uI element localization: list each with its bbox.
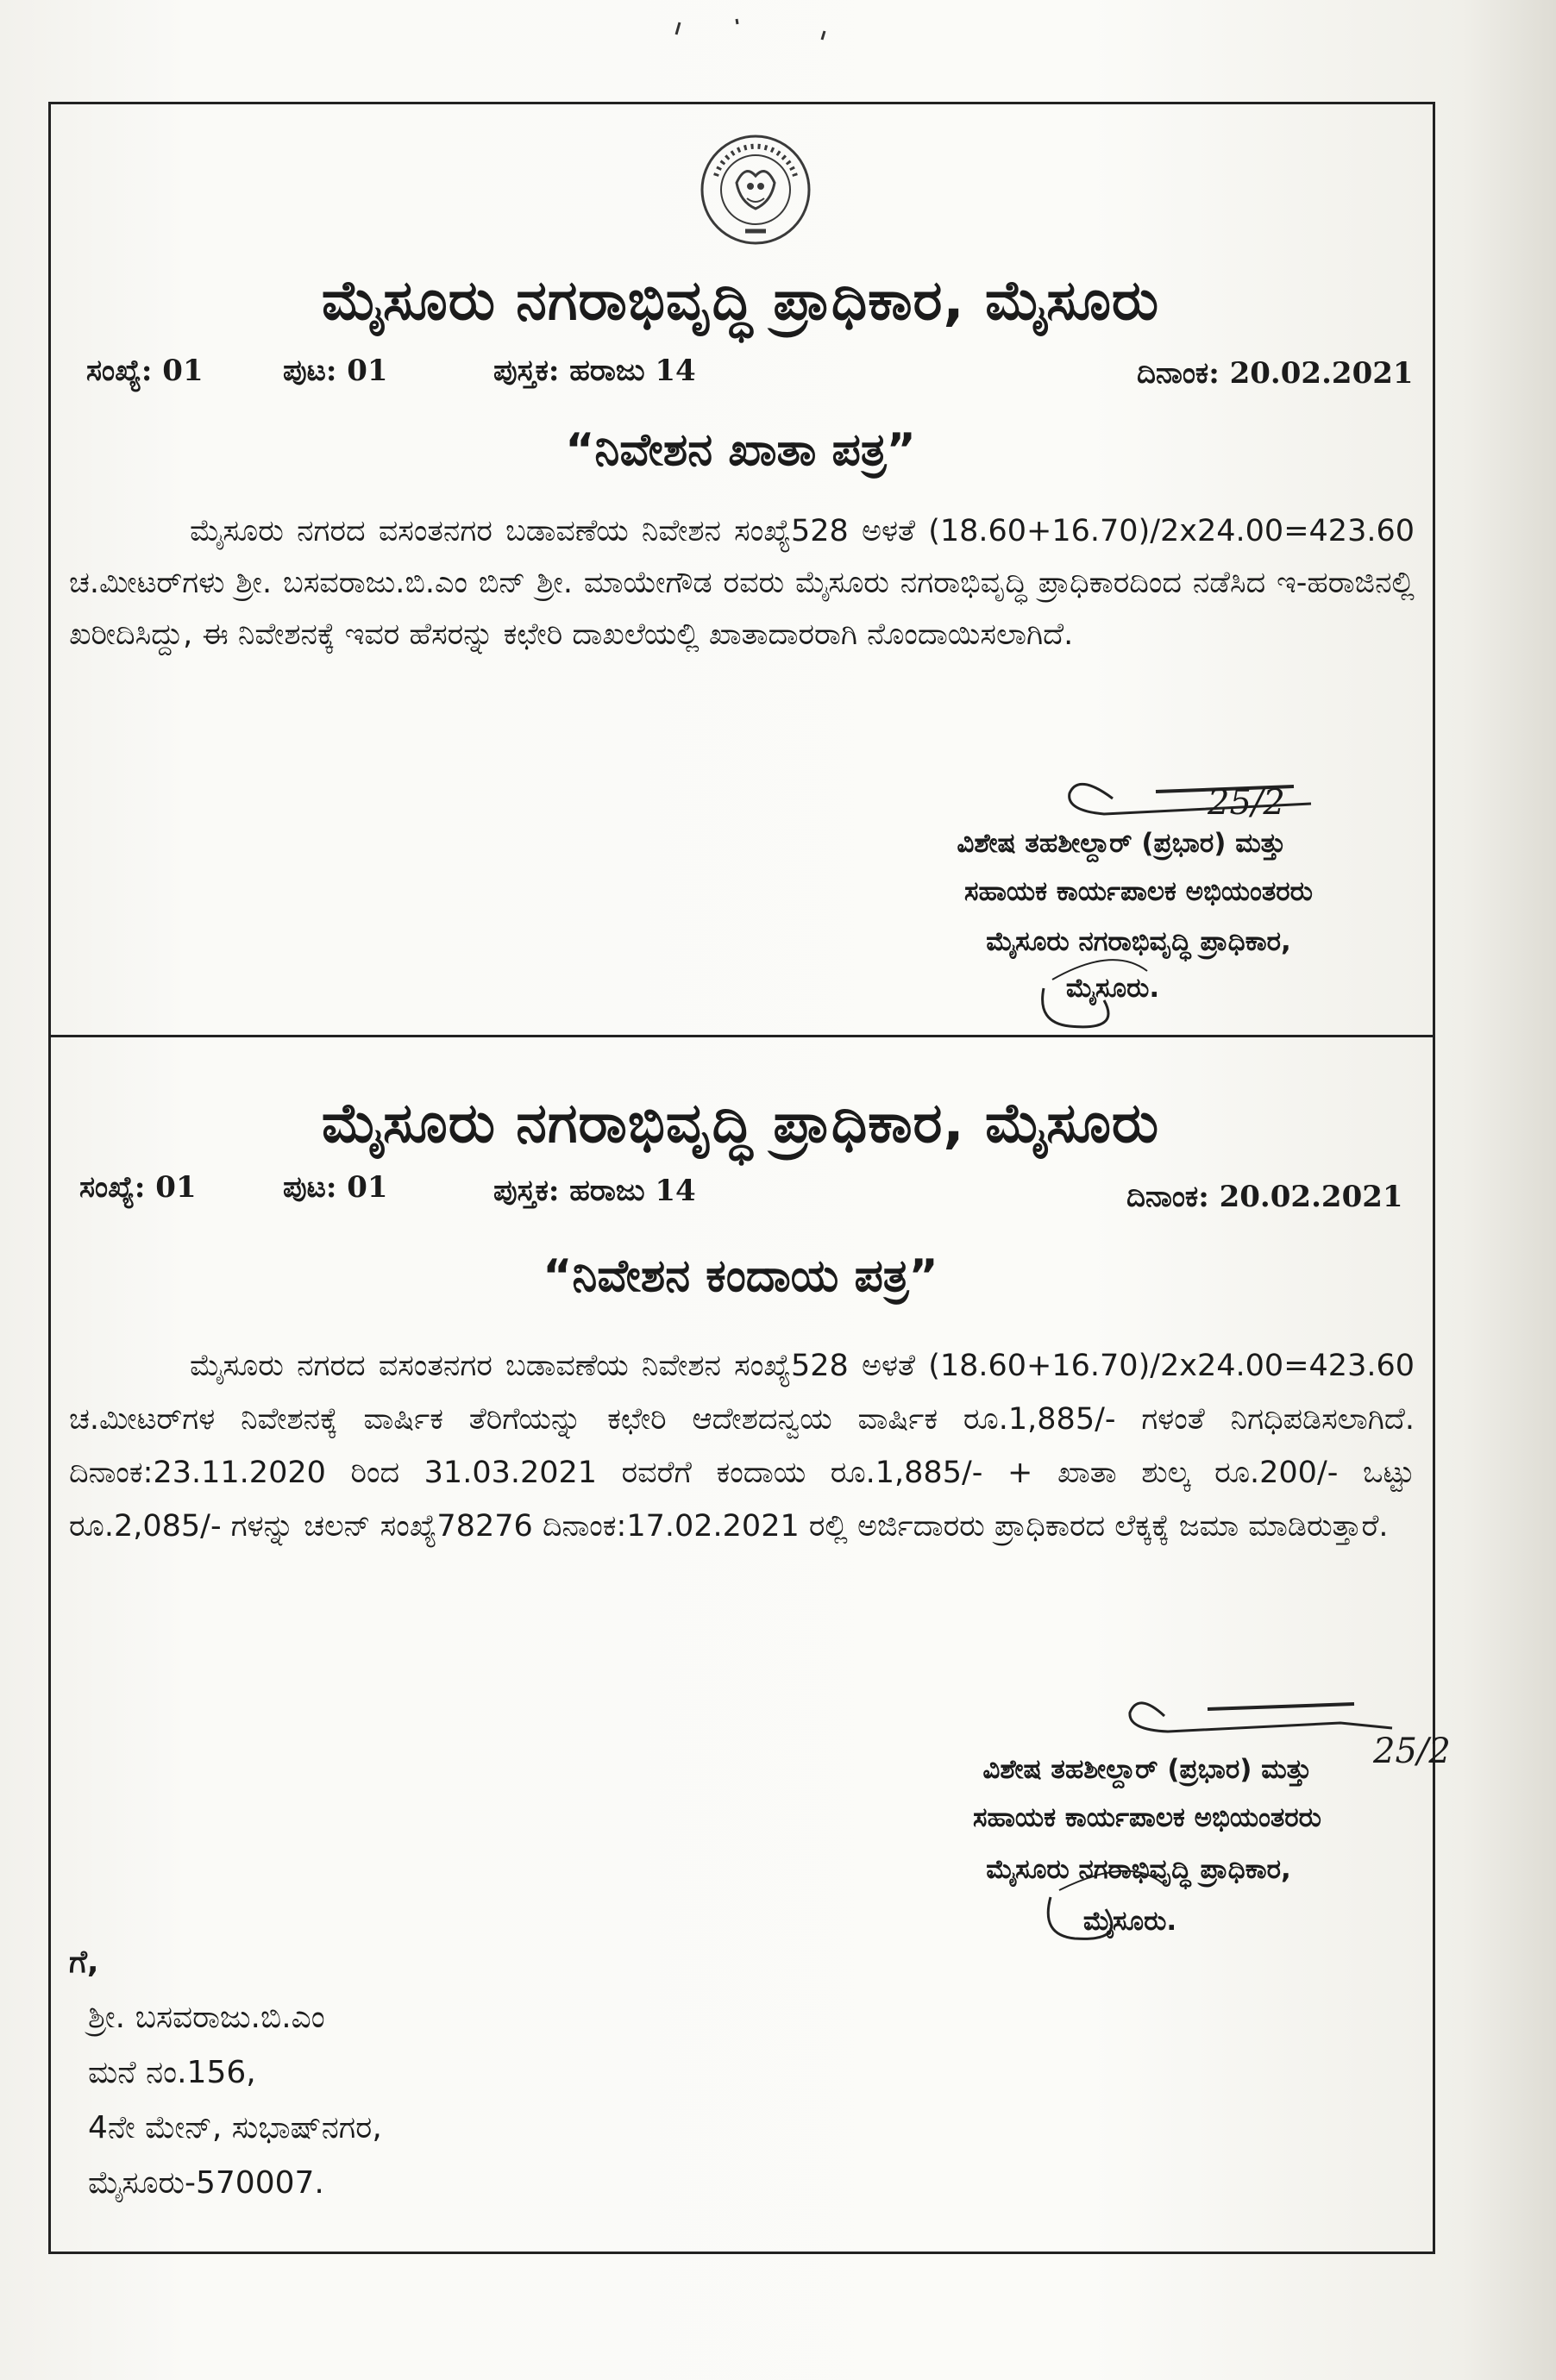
addressee-name: ಶ್ರೀ. ಬಸವರಾಜು.ಬಿ.ಎಂ bbox=[88, 2000, 325, 2035]
authority-seal-emblem bbox=[697, 131, 814, 248]
book-number: ಪುಸ್ತಕ: ಹರಾಜು 14 bbox=[493, 354, 696, 388]
signatory-designation: ವಿಶೇಷ ತಹಶೀಲ್ದಾರ್ (ಪ್ರಭಾರ) ಮತ್ತು bbox=[957, 828, 1286, 859]
signatory-designation-2: ಸಹಾಯಕ ಕಾರ್ಯಪಾಲಕ ಅಭಿಯಂತರರು bbox=[973, 1802, 1321, 1833]
stray-ink-marks bbox=[664, 12, 854, 47]
page-number: ಪುಟ: 01 bbox=[283, 1170, 388, 1205]
signature-date: 25/2 bbox=[1208, 783, 1285, 823]
document-body: ಮೈಸೂರು ನಗರದ ವಸಂತನಗರ ಬಡಾವಣೆಯ ನಿವೇಶನ ಸಂಖ್ಯೆ528 ಅಳತೆ (18.60+16.70)/2x24.00=423.60 ಚ.ಮೀಟರ್‌ಗಳು ಶ್ರೀ. ಬಸವರಾಜು.ಬಿ.ಎಂ ಬಿನ್ ಶ್ರೀ. ಮಾಯೇಗೌಡ ರವರು ಮೈಸೂರು ನಗರಾಭಿವೃದ್ಧಿ ಪ್ರಾಧಿಕಾರದಿಂದ ನಡೆಸಿದ ಇ-ಹರಾಜಿನಲ್ಲಿ ಖರೀದಿಸಿದ್ದು, ಈ ನಿವೇಶನಕ್ಕೆ ಇವರ ಹೆಸರನ್ನು ಕಛೇರಿ ದಾಖಲೆಯಲ್ಲಿ ಖಾತಾದಾರರಾಗಿ ನೊಂದಾಯಿಸಲಾಗಿದೆ. bbox=[69, 514, 1415, 652]
addressee-to-label: ಗೆ, bbox=[69, 1945, 99, 1980]
addressee-street: 4ನೇ ಮೇನ್, ಸುಭಾಷ್‌ನಗರ, bbox=[88, 2110, 382, 2145]
document-title: “ನಿವೇಶನ ಖಾತಾ ಪತ್ರ” bbox=[565, 424, 916, 476]
issue-date: ದಿನಾಂಕ: 20.02.2021 bbox=[1126, 1180, 1403, 1214]
page-number: ಪುಟ: 01 bbox=[283, 354, 388, 388]
addressee-city: ಮೈಸೂರು-570007. bbox=[88, 2165, 324, 2201]
reference-number: ಸಂಖ್ಯೆ: 01 bbox=[79, 1170, 197, 1205]
signatory-office: ಮೈಸೂರು ನಗರಾಭಿವೃದ್ಧಿ ಪ್ರಾಧಿಕಾರ, bbox=[986, 926, 1291, 957]
issue-date: ದಿನಾಂಕ: 20.02.2021 bbox=[1137, 356, 1414, 391]
reference-number: ಸಂಖ್ಯೆ: 01 bbox=[86, 354, 204, 388]
document-body: ಮೈಸೂರು ನಗರದ ವಸಂತನಗರ ಬಡಾವಣೆಯ ನಿವೇಶನ ಸಂಖ್ಯೆ528 ಅಳತೆ (18.60+16.70)/2x24.00=423.60 ಚ.ಮೀಟರ್‌ಗಳ ನಿವೇಶನಕ್ಕೆ ವಾರ್ಷಿಕ ತೆರಿಗೆಯನ್ನು ಕಛೇರಿ ಆದೇಶದನ್ವಯ ವಾರ್ಷಿಕ ರೂ.1,885/- ಗಳಂತೆ ನಿಗಧಿಪಡಿಸಲಾಗಿದೆ. ದಿನಾಂಕ:23.11.2020 ರಿಂದ 31.03.2021 ರವರೆಗೆ ಕಂದಾಯ ರೂ.1,885/- + ಖಾತಾ ಶುಲ್ಕ ರೂ.200/- ಒಟ್ಟು ರೂ.2,085/- ಗಳನ್ನು ಚಲನ್ ಸಂಖ್ಯೆ78276 ದಿನಾಂಕ:17.02.2021 ರಲ್ಲಿ ಅರ್ಜಿದಾರರು ಪ್ರಾಧಿಕಾರದ ಲೆಕ್ಕಕ್ಕೆ ಜಮಾ ಮಾಡಿರುತ್ತಾರೆ. bbox=[69, 1349, 1415, 1544]
addressee-house: ಮನೆ ನಂ.156, bbox=[88, 2055, 256, 2090]
signatory-city: ಮೈಸೂರು. bbox=[1065, 973, 1160, 1004]
signatory-office: ಮೈಸೂರು ನಗರಾಭಿವೃದ್ಧಿ ಪ್ರಾಧಿಕಾರ, bbox=[986, 1854, 1291, 1885]
signatory-designation-2: ಸಹಾಯಕ ಕಾರ್ಯಪಾಲಕ ಅಭಿಯಂತರರು bbox=[964, 876, 1313, 907]
document-title: “ನಿವೇಶನ ಕಂದಾಯ ಪತ್ರ” bbox=[543, 1250, 938, 1302]
book-number: ಪುಸ್ತಕ: ಹರಾಜು 14 bbox=[493, 1174, 696, 1208]
signature-date: 25/2 bbox=[1373, 1732, 1451, 1771]
authority-heading: ಮೈಸೂರು ನಗರಾಭಿವೃದ್ಧಿ ಪ್ರಾಧಿಕಾರ, ಮೈಸೂರು bbox=[321, 1092, 1160, 1156]
signatory-designation: ವಿಶೇಷ ತಹಶೀಲ್ದಾರ್ (ಪ್ರಭಾರ) ಮತ್ತು bbox=[982, 1754, 1312, 1785]
authority-heading: ಮೈಸೂರು ನಗರಾಭಿವೃದ್ಧಿ ಪ್ರಾಧಿಕಾರ, ಮೈಸೂರು bbox=[321, 269, 1160, 333]
signatory-city: ಮೈಸೂರು. bbox=[1082, 1906, 1177, 1937]
